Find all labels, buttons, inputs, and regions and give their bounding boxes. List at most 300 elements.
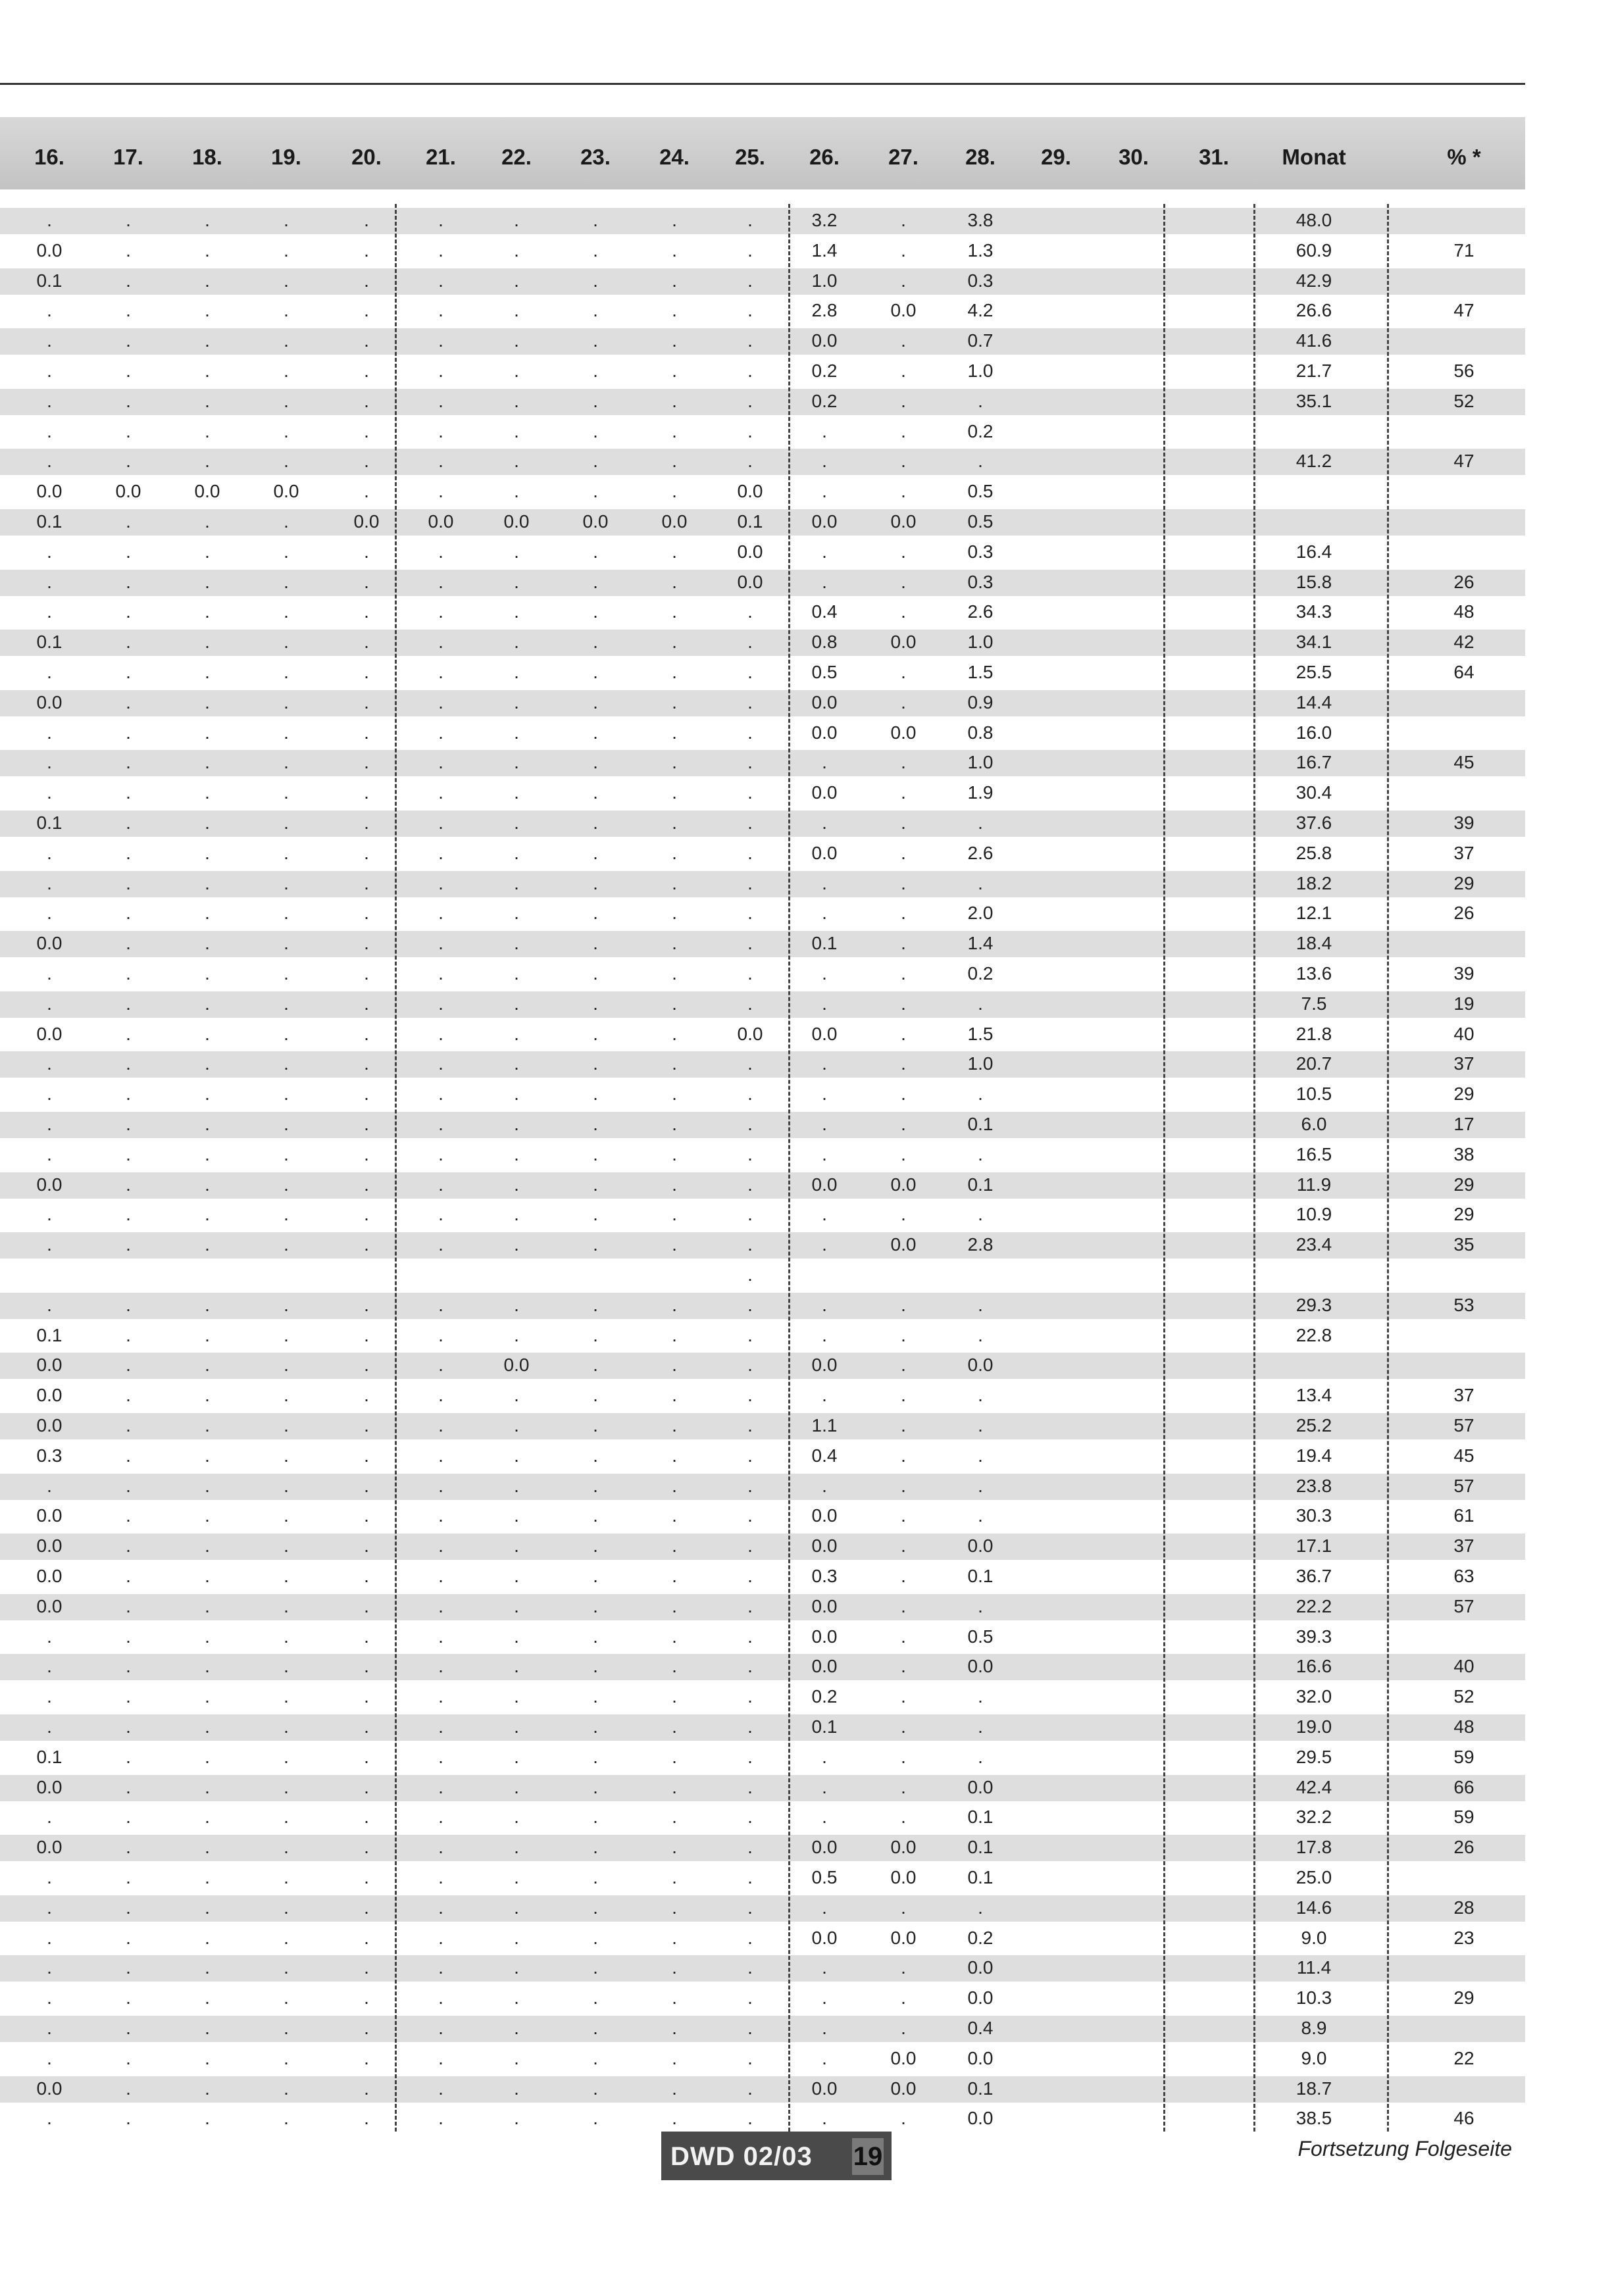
table-cell: . <box>126 1023 131 1044</box>
table-cell <box>1097 898 1170 928</box>
table-cell: . <box>901 1656 906 1677</box>
table-row <box>0 1985 1525 2012</box>
table-cell: . <box>747 2108 753 2129</box>
table-cell: 29.5 <box>1296 1746 1332 1767</box>
table-cell <box>1178 1832 1250 1862</box>
table-cell: . <box>284 1294 289 1315</box>
table-cell: . <box>126 2018 131 2038</box>
table-cell <box>1097 1410 1170 1441</box>
table-row <box>0 1232 1525 1259</box>
table-cell: 13.6 <box>1296 963 1332 984</box>
table-cell: . <box>126 239 131 261</box>
table-cell: . <box>205 1897 210 1918</box>
table-cell: . <box>672 571 677 592</box>
table-row <box>0 1684 1525 1710</box>
table-cell: . <box>747 1053 753 1074</box>
table-row <box>0 871 1525 897</box>
table-row <box>0 1654 1525 1680</box>
table-cell: . <box>438 1355 443 1376</box>
table-cell: . <box>47 541 52 562</box>
table-cell: . <box>747 361 753 381</box>
table-cell: . <box>822 1475 827 1496</box>
table-cell <box>92 1260 164 1290</box>
table-cell: . <box>364 601 369 622</box>
table-cell: 0.1 <box>967 1807 994 1828</box>
table-cell: . <box>284 842 289 863</box>
table-cell: 37 <box>1453 842 1474 863</box>
table-cell: . <box>364 1686 369 1707</box>
table-cell: . <box>205 1475 210 1496</box>
table-cell: . <box>364 1837 369 1858</box>
table-cell <box>1265 1260 1363 1290</box>
table-cell <box>1097 476 1170 507</box>
table-cell: . <box>126 1053 131 1074</box>
table-cell: 0.0 <box>811 1656 838 1677</box>
continuation-note: Fortsetzung Folgeseite <box>1297 2137 1512 2160</box>
table-cell: . <box>514 1837 519 1858</box>
table-cell: . <box>205 1174 210 1195</box>
table-cell: . <box>901 1114 906 1134</box>
table-cell <box>1020 356 1092 386</box>
table-cell: . <box>205 1957 210 1978</box>
table-cell: . <box>47 722 52 743</box>
table-cell <box>1020 989 1092 1019</box>
table-cell: . <box>901 1475 906 1496</box>
table-cell: . <box>205 2047 210 2068</box>
table-cell <box>1097 1109 1170 1139</box>
table-cell: . <box>514 2078 519 2099</box>
table-cell <box>1097 1531 1170 1561</box>
table-cell: . <box>672 963 677 984</box>
table-cell <box>1020 326 1092 356</box>
table-cell: . <box>901 691 906 712</box>
table-cell <box>1415 326 1513 356</box>
table-cell: . <box>284 1324 289 1345</box>
table-cell: . <box>593 903 598 924</box>
table-cell: . <box>822 1234 827 1255</box>
table-cell: . <box>747 933 753 954</box>
table-cell: . <box>284 1234 289 1255</box>
table-cell: . <box>438 1535 443 1557</box>
table-cell: . <box>126 1807 131 1828</box>
table-cell: . <box>747 1174 753 1195</box>
table-cell: . <box>364 1535 369 1557</box>
table-cell: . <box>672 1084 677 1105</box>
table-cell: . <box>747 1897 753 1918</box>
table-cell <box>1097 446 1170 476</box>
table-cell <box>1178 537 1250 567</box>
table-cell: . <box>47 300 52 321</box>
table-cell: . <box>514 1987 519 2009</box>
table-cell: . <box>672 300 677 321</box>
table-cell: . <box>593 2108 598 2129</box>
table-cell: . <box>205 511 210 532</box>
table-cell: . <box>205 1415 210 1435</box>
table-cell: . <box>672 1535 677 1557</box>
table-cell <box>1020 1742 1092 1772</box>
table-cell <box>1097 326 1170 356</box>
table-cell <box>1097 295 1170 326</box>
table-cell: . <box>514 2047 519 2068</box>
table-cell: . <box>593 1776 598 1797</box>
table-cell: . <box>126 632 131 653</box>
table-cell: . <box>514 722 519 743</box>
table-cell <box>1020 1199 1092 1230</box>
table-cell: . <box>672 1626 677 1647</box>
table-cell: . <box>747 1535 753 1557</box>
table-cell <box>1020 386 1092 416</box>
table-cell <box>1020 2074 1092 2104</box>
table-cell: . <box>364 1746 369 1767</box>
table-cell: . <box>593 1505 598 1526</box>
table-cell: . <box>901 752 906 773</box>
table-cell: . <box>901 662 906 682</box>
table-cell: . <box>593 993 598 1014</box>
table-row <box>0 1503 1525 1530</box>
table-cell: . <box>593 210 598 230</box>
table-cell: . <box>284 300 289 321</box>
table-cell <box>1097 1832 1170 1862</box>
table-cell: . <box>514 1656 519 1677</box>
table-cell: . <box>364 1957 369 1978</box>
table-cell: . <box>901 1385 906 1406</box>
table-cell: . <box>593 1535 598 1557</box>
table-cell <box>1097 537 1170 567</box>
table-cell: . <box>47 1626 52 1647</box>
table-cell: . <box>126 330 131 351</box>
table-cell: . <box>47 451 52 472</box>
table-cell: . <box>901 601 906 622</box>
table-cell: . <box>438 2018 443 2038</box>
table-cell: . <box>126 1927 131 1948</box>
table-cell: . <box>514 1595 519 1616</box>
table-cell: . <box>126 1204 131 1225</box>
table-cell: 41.6 <box>1296 330 1332 351</box>
table-cell: 0.0 <box>811 782 838 803</box>
table-row <box>0 1112 1525 1138</box>
table-cell: . <box>822 1143 827 1164</box>
table-cell: . <box>901 1204 906 1225</box>
table-cell: . <box>593 1987 598 2009</box>
column-header: 21. <box>426 145 456 169</box>
table-cell: . <box>126 2078 131 2099</box>
table-cell: . <box>364 1897 369 1918</box>
table-cell: . <box>747 872 753 893</box>
table-cell: 41.2 <box>1296 451 1332 472</box>
table-cell: 37 <box>1453 1385 1474 1406</box>
table-cell: . <box>747 632 753 653</box>
table-cell: . <box>126 872 131 893</box>
table-cell: . <box>205 420 210 441</box>
table-cell: . <box>901 270 906 291</box>
table-cell: . <box>901 1445 906 1466</box>
table-cell: 0.9 <box>967 691 994 712</box>
table-cell: . <box>126 752 131 773</box>
table-cell: . <box>364 1987 369 2009</box>
table-cell: 16.0 <box>1296 722 1332 743</box>
table-cell: 11.9 <box>1296 1174 1332 1195</box>
table-cell: . <box>364 1385 369 1406</box>
table-cell: . <box>364 812 369 833</box>
table-cell: . <box>284 1174 289 1195</box>
table-cell: . <box>438 1324 443 1345</box>
table-cell: . <box>205 632 210 653</box>
table-cell <box>1020 597 1092 627</box>
table-row <box>0 1564 1525 1590</box>
table-cell: . <box>284 1807 289 1828</box>
table-cell: . <box>284 1445 289 1466</box>
table-cell: . <box>514 1234 519 1255</box>
table-cell: 22.8 <box>1296 1324 1332 1345</box>
table-cell: . <box>672 239 677 261</box>
table-cell: 0.1 <box>36 812 63 833</box>
table-cell: 38.5 <box>1296 2108 1332 2129</box>
table-cell: . <box>126 1294 131 1315</box>
table-cell: . <box>672 270 677 291</box>
table-row <box>0 841 1525 867</box>
table-row <box>0 901 1525 927</box>
table-cell: . <box>47 1807 52 1828</box>
table-cell <box>1415 1953 1513 1983</box>
table-cell: 0.0 <box>890 2047 917 2068</box>
table-cell: . <box>438 1294 443 1315</box>
table-cell: . <box>364 722 369 743</box>
table-cell: . <box>822 2047 827 2068</box>
table-cell: . <box>593 1686 598 1707</box>
table-cell: . <box>284 330 289 351</box>
table-cell: 22 <box>1453 2047 1474 2068</box>
table-cell <box>1020 567 1092 597</box>
table-cell: . <box>822 1204 827 1225</box>
table-cell <box>1020 627 1092 657</box>
table-cell <box>1178 567 1250 597</box>
table-cell: . <box>747 451 753 472</box>
table-cell: 0.0 <box>36 1505 63 1526</box>
table-cell: 0.0 <box>811 511 838 532</box>
table-cell: . <box>205 1324 210 1345</box>
table-cell: . <box>438 1445 443 1466</box>
table-cell: . <box>822 1776 827 1797</box>
table-cell <box>1097 597 1170 627</box>
table-cell: . <box>672 1867 677 1887</box>
table-cell: . <box>514 1776 519 1797</box>
table-cell: . <box>593 390 598 411</box>
table-cell: . <box>978 1294 983 1315</box>
table-cell: . <box>822 752 827 773</box>
table-cell: . <box>205 1927 210 1948</box>
table-cell: . <box>593 300 598 321</box>
table-cell: . <box>747 1716 753 1737</box>
table-cell: . <box>747 601 753 622</box>
table-cell: . <box>126 1837 131 1858</box>
table-cell <box>1178 2013 1250 2043</box>
table-cell: . <box>672 2078 677 2099</box>
table-cell: . <box>284 1595 289 1616</box>
table-cell <box>1178 627 1250 657</box>
table-cell: . <box>822 1957 827 1978</box>
table-cell: . <box>126 993 131 1014</box>
table-cell: . <box>822 1084 827 1105</box>
table-cell <box>1265 416 1363 447</box>
table-cell: . <box>284 1023 289 1044</box>
table-cell: . <box>364 872 369 893</box>
table-cell: . <box>47 1927 52 1948</box>
table-cell: 18.2 <box>1296 872 1332 893</box>
table-cell: . <box>364 420 369 441</box>
table-cell: . <box>284 1535 289 1557</box>
table-cell: . <box>593 1927 598 1948</box>
table-cell: . <box>438 1957 443 1978</box>
table-cell <box>1097 778 1170 808</box>
table-cell: 45 <box>1453 1445 1474 1466</box>
table-cell <box>1178 507 1250 537</box>
table-cell: . <box>901 390 906 411</box>
table-cell <box>1097 747 1170 778</box>
table-cell: . <box>126 1746 131 1767</box>
table-cell: 0.0 <box>811 1535 838 1557</box>
table-cell: . <box>205 1294 210 1315</box>
table-cell: 2.8 <box>811 300 838 321</box>
table-cell: 39 <box>1453 963 1474 984</box>
table-cell: . <box>514 541 519 562</box>
table-cell: . <box>672 1656 677 1677</box>
table-cell: . <box>901 1957 906 1978</box>
table-cell <box>1020 476 1092 507</box>
table-cell: . <box>978 1746 983 1767</box>
table-cell: 0.1 <box>737 511 763 532</box>
table-cell: . <box>205 1656 210 1677</box>
table-cell: 25.5 <box>1296 662 1332 682</box>
table-cell: . <box>438 1385 443 1406</box>
table-cell: . <box>901 1355 906 1376</box>
table-cell: 6.0 <box>1301 1114 1327 1134</box>
table-row <box>0 811 1525 837</box>
table-row <box>0 630 1525 656</box>
table-cell: . <box>284 1505 289 1526</box>
table-cell: . <box>126 1987 131 2009</box>
table-cell: . <box>672 2018 677 2038</box>
table-cell: . <box>514 361 519 381</box>
table-cell: 1.4 <box>967 933 994 954</box>
table-cell: . <box>205 963 210 984</box>
table-cell: 0.2 <box>967 963 994 984</box>
table-cell: . <box>205 872 210 893</box>
table-row <box>0 1955 1525 1982</box>
table-cell: 56 <box>1453 361 1474 381</box>
table-cell: 29 <box>1453 1987 1474 2009</box>
table-cell <box>1020 2013 1092 2043</box>
table-row <box>0 2016 1525 2042</box>
table-cell: . <box>205 1867 210 1887</box>
table-cell <box>1020 507 1092 537</box>
table-cell: . <box>205 2018 210 2038</box>
table-cell: 1.5 <box>967 1023 994 1044</box>
table-cell: . <box>364 1776 369 1797</box>
table-cell: . <box>593 1174 598 1195</box>
table-cell: 0.0 <box>890 511 917 532</box>
table-cell: . <box>593 1385 598 1406</box>
table-cell: . <box>747 1987 753 2009</box>
column-header: 30. <box>1119 145 1149 169</box>
column-header: 23. <box>580 145 611 169</box>
table-cell: . <box>822 872 827 893</box>
table-cell: . <box>438 361 443 381</box>
table-cell: . <box>901 842 906 863</box>
table-cell: . <box>364 2078 369 2099</box>
table-cell: . <box>901 420 906 441</box>
table-cell <box>1097 1712 1170 1742</box>
table-cell: . <box>438 2078 443 2099</box>
table-cell: . <box>822 571 827 592</box>
table-cell: . <box>901 481 906 502</box>
table-cell: . <box>672 2047 677 2068</box>
table-cell: 0.5 <box>967 481 994 502</box>
table-cell: . <box>672 1505 677 1526</box>
table-cell: . <box>593 1053 598 1074</box>
table-cell <box>1178 657 1250 687</box>
table-cell: . <box>672 812 677 833</box>
table-cell: . <box>284 1716 289 1737</box>
table-cell: . <box>672 722 677 743</box>
table-cell: . <box>47 420 52 441</box>
table-cell: 12.1 <box>1296 903 1332 924</box>
table-cell: . <box>514 390 519 411</box>
table-cell: . <box>593 872 598 893</box>
table-cell: . <box>438 1475 443 1496</box>
table-cell: . <box>593 361 598 381</box>
table-cell: . <box>364 2047 369 2068</box>
table-cell <box>1178 959 1250 989</box>
table-cell: . <box>364 239 369 261</box>
table-cell: 0.0 <box>36 1837 63 1858</box>
table-cell <box>1020 1109 1092 1139</box>
table-cell: 17 <box>1453 1114 1474 1134</box>
table-cell: . <box>672 1174 677 1195</box>
table-row <box>0 238 1525 264</box>
table-row <box>0 359 1525 385</box>
table-cell: 0.0 <box>36 239 63 261</box>
table-cell: 28 <box>1453 1897 1474 1918</box>
table-cell <box>1265 1350 1363 1380</box>
table-cell: 2.6 <box>967 842 994 863</box>
table-cell <box>1178 747 1250 778</box>
table-cell: . <box>901 812 906 833</box>
table-cell: . <box>514 1415 519 1435</box>
table-cell: 39.3 <box>1296 1626 1332 1647</box>
table-cell: . <box>901 1415 906 1435</box>
table-cell: . <box>47 1716 52 1737</box>
table-cell: . <box>126 420 131 441</box>
table-cell <box>1020 808 1092 838</box>
table-cell: . <box>47 1143 52 1164</box>
table-cell <box>1097 2074 1170 2104</box>
table-cell: 0.1 <box>36 1324 63 1345</box>
table-cell <box>1020 446 1092 476</box>
table-cell: . <box>822 1807 827 1828</box>
table-cell: 40 <box>1453 1656 1474 1677</box>
table-cell: 0.0 <box>890 2078 917 2099</box>
table-cell: . <box>284 210 289 230</box>
table-cell <box>1020 1260 1092 1290</box>
table-cell: . <box>901 933 906 954</box>
table-cell: . <box>747 1294 753 1315</box>
table-cell: 1.0 <box>967 632 994 653</box>
table-cell: . <box>205 239 210 261</box>
table-cell: . <box>672 1385 677 1406</box>
table-cell <box>1097 266 1170 296</box>
table-cell <box>1415 2074 1513 2104</box>
column-header: 31. <box>1199 145 1229 169</box>
